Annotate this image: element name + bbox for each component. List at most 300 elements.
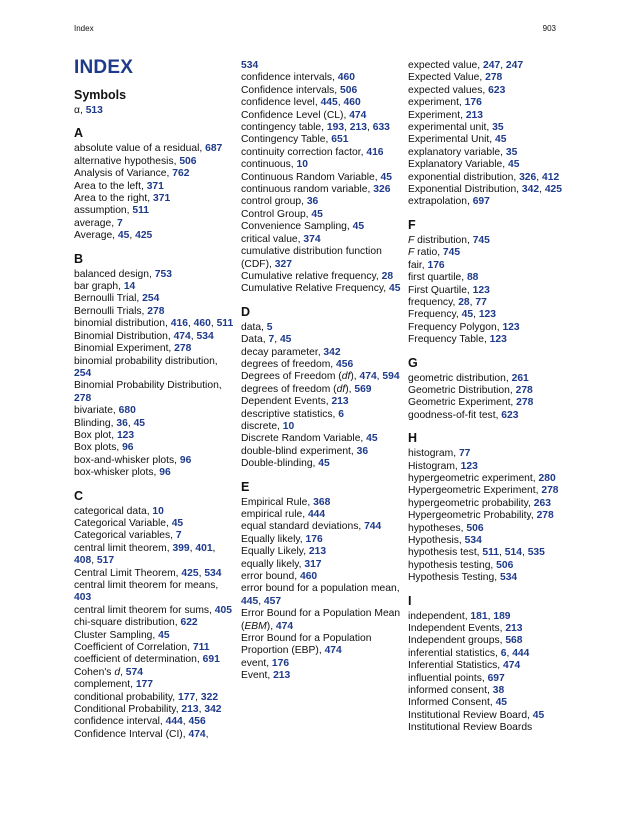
page-link[interactable]: 123 [489, 334, 507, 346]
section-heading: B [74, 251, 84, 266]
index-entry: balanced design, 753 [74, 268, 172, 280]
index-entry: decay parameter, 342 [241, 346, 341, 358]
page-link[interactable]: 474 [173, 330, 191, 342]
index-entry: expected values, 623 [408, 84, 506, 96]
index-entry: Empirical Rule, 368 [241, 496, 331, 508]
index-entry: Hypothesis Testing, 534 [408, 572, 518, 584]
page-link[interactable]: 254 [74, 367, 92, 379]
page-link[interactable]: 213 [505, 623, 523, 635]
page-link[interactable]: 474 [359, 371, 377, 383]
index-section [408, 356, 568, 423]
index-entry: extrapolation, 697 [408, 196, 490, 208]
page-link[interactable]: 6 [338, 408, 345, 420]
index-entry: box-and-whisker plots, 96 [74, 454, 192, 466]
index-section [408, 218, 568, 347]
page-link[interactable]: 687 [205, 143, 223, 155]
page-link[interactable]: 403 [74, 592, 92, 604]
index-entry: F ratio, 745 [408, 247, 461, 259]
index-entry: Expected Value, 278 [408, 72, 503, 84]
index-entry: Experiment, 213 [408, 109, 483, 121]
page-link[interactable]: 456 [336, 358, 354, 370]
page-link[interactable]: 342 [204, 704, 222, 716]
index-entry: error bound for a population mean, 445, 457 [241, 583, 400, 607]
page-link[interactable]: 10 [152, 505, 164, 517]
page-link[interactable]: 45 [495, 697, 508, 709]
index-entry: goodness-of-fit test, 623 [408, 409, 519, 421]
index-entry: Error Bound for a Population Proportion (EBP), 474 [241, 633, 372, 657]
page-link[interactable]: 444 [165, 716, 183, 728]
index-section [408, 594, 568, 735]
page-link[interactable]: 5 [266, 321, 273, 333]
index-entry: hypergeometric experiment, 280 [408, 472, 556, 484]
page-link[interactable]: 123 [472, 284, 490, 296]
section-heading: G [408, 355, 418, 370]
page-link[interactable]: 45 [389, 283, 401, 295]
index-entry: Frequency Table, 123 [408, 334, 507, 346]
index-entry: fair, 176 [408, 259, 445, 271]
index-section [241, 60, 401, 296]
index-entry: α, 513 [74, 105, 103, 116]
index-entry: exponential distribution, 326, 412 [408, 171, 560, 183]
index-entry: Equally Likely, 213 [241, 546, 327, 558]
index-entry: empirical rule, 444 [241, 509, 326, 520]
index-column-3 [408, 60, 568, 735]
page-link[interactable]: 425 [135, 230, 153, 242]
index-section [74, 252, 234, 480]
index-section [74, 489, 234, 742]
index-entry: Institutional Review Board, 45 [408, 709, 545, 721]
page-link[interactable]: 651 [331, 134, 349, 146]
index-entry: Cluster Sampling, 45 [74, 629, 170, 641]
page-link[interactable]: 474 [324, 645, 342, 657]
page-link[interactable]: 594 [382, 371, 400, 383]
page-link[interactable]: 28 [381, 270, 394, 282]
page-link[interactable]: 193 [326, 122, 345, 134]
page-link[interactable]: 744 [364, 521, 382, 533]
index-entry: Convenience Sampling, 45 [241, 221, 365, 233]
page-link[interactable]: 474 [275, 620, 294, 632]
page-link[interactable]: 474 [503, 660, 521, 672]
index-entry: data, 5 [241, 321, 273, 333]
section-heading: C [74, 488, 84, 503]
index-entry: informed consent, 38 [408, 685, 505, 697]
index-entry: Box plot, 123 [74, 429, 135, 441]
index-entry: Data, 7, 45 [241, 334, 292, 346]
page-link[interactable]: 278 [74, 392, 92, 404]
page-link[interactable]: 374 [303, 233, 321, 245]
index-entry: Box plots, 96 [74, 442, 134, 454]
page-link[interactable]: 36 [116, 417, 128, 429]
page-link[interactable]: 10 [282, 420, 295, 432]
index-entry: Event, 213 [241, 670, 291, 682]
page-link[interactable]: 322 [200, 691, 219, 703]
page-link[interactable]: 534 [196, 330, 214, 342]
page-link[interactable]: 278 [516, 397, 534, 409]
index-entry: coefficient of determination, 691 [74, 654, 220, 666]
index-column-1 [74, 88, 234, 741]
index-entry: hypothesis test, 511, 514, 535 [408, 547, 545, 559]
page-link[interactable]: 534 [499, 572, 518, 584]
page-link[interactable]: 177 [177, 691, 196, 703]
index-section [408, 60, 568, 209]
page-link[interactable]: 574 [125, 666, 143, 678]
page-link[interactable]: 7 [116, 217, 123, 229]
page-link[interactable]: 36 [306, 196, 319, 208]
page-link[interactable]: 213 [349, 122, 367, 134]
page-link[interactable]: 278 [541, 485, 559, 497]
page-link[interactable]: 457 [263, 595, 282, 607]
index-entry: degrees of freedom (df), 569 [241, 383, 372, 395]
page-link[interactable]: 622 [180, 617, 198, 629]
index-entry: inferential statistics, 6, 444 [408, 647, 530, 659]
page-link[interactable]: 123 [460, 460, 478, 472]
index-entry: Hypothesis, 534 [408, 535, 482, 546]
section-heading: A [74, 126, 84, 141]
index-entry: continuous random variable, 326 [241, 184, 391, 196]
page-link[interactable]: 213 [273, 670, 291, 682]
page-link[interactable]: 181 [470, 610, 488, 622]
index-entry: central limit theorem for sums, 405 [74, 604, 232, 616]
page-link[interactable]: 7 [175, 530, 182, 542]
index-entry: Independent groups, 568 [408, 635, 523, 647]
index-entry [241, 60, 401, 72]
page-link[interactable]: 38 [492, 685, 505, 697]
page-link[interactable]: 633 [372, 122, 390, 134]
page-link[interactable]: 445 [320, 97, 338, 109]
page-link[interactable]: 45 [117, 230, 130, 242]
page-link[interactable]: 213 [308, 546, 327, 558]
page-link[interactable]: 408 [74, 555, 92, 567]
index-entry: Binomial Experiment, 278 [74, 343, 192, 355]
index-entry: binomial distribution, 416, 460, 511 [74, 318, 234, 330]
index-entry: independent, 181, 189 [408, 610, 511, 622]
page-link[interactable]: 213 [331, 396, 349, 408]
index-entry: Discrete Random Variable, 45 [241, 433, 378, 445]
page-link[interactable]: 317 [304, 558, 322, 570]
index-entry: continuity correction factor, 416 [241, 146, 384, 158]
index-entry: Histogram, 123 [408, 460, 478, 472]
index-entry: Informed Consent, 45 [408, 697, 508, 709]
index-entry: Dependent Events, 213 [241, 396, 349, 408]
index-entry: Degrees of Freedom (df), 474, 594 [241, 371, 400, 383]
page-link[interactable]: 45 [507, 159, 520, 171]
page-link[interactable]: 444 [512, 647, 530, 659]
page-link[interactable]: 45 [366, 433, 378, 445]
page-link[interactable]: 368 [313, 496, 331, 508]
index-entry: Exponential Distribution, 342, 425 [408, 184, 563, 196]
page-link[interactable]: 176 [427, 259, 445, 271]
page-link[interactable]: 342 [521, 184, 540, 196]
section-heading: Symbols [74, 88, 127, 102]
index-entry: control group, 36 [241, 196, 319, 208]
page-link[interactable]: 45 [171, 517, 184, 529]
page-link[interactable]: 88 [466, 272, 479, 284]
index-entry: degrees of freedom, 456 [241, 358, 354, 370]
index-entry: Binomial Distribution, 474, 534 [74, 330, 214, 342]
index-entry: equal standard deviations, 744 [241, 521, 382, 533]
section-heading: I [408, 593, 412, 608]
page-link[interactable]: 534 [204, 567, 222, 579]
index-entry: Hypergeometric Probability, 278 [408, 510, 554, 522]
index-column-2 [241, 60, 401, 683]
page-link[interactable]: 247 [505, 60, 524, 71]
page-link[interactable]: 569 [354, 383, 372, 395]
page-link[interactable]: 176 [271, 657, 290, 669]
page-link[interactable]: 176 [305, 533, 323, 545]
page-link[interactable]: 326 [519, 171, 537, 183]
index-entry: first quartile, 88 [408, 272, 479, 284]
index-entry: experiment, 176 [408, 97, 482, 109]
index-entry: influential points, 697 [408, 672, 505, 684]
index-entry: Central Limit Theorem, 425, 534 [74, 567, 222, 579]
index-entry: average, 7 [74, 217, 123, 229]
page-link[interactable]: 371 [146, 180, 164, 192]
page-link[interactable]: 278 [515, 384, 533, 396]
page-link[interactable]: 36 [356, 445, 369, 457]
index-entry: critical value, 374 [241, 233, 321, 245]
page-link[interactable]: 45 [532, 709, 545, 721]
page-link[interactable]: 45 [158, 629, 170, 641]
page-link[interactable]: 474 [349, 109, 367, 121]
section-heading: H [408, 431, 418, 446]
page-link[interactable]: 35 [505, 146, 518, 158]
index-entry: Double-blinding, 45 [241, 458, 330, 470]
page-link[interactable]: 534 [464, 535, 482, 546]
index-entry: event, 176 [241, 657, 290, 669]
page-link[interactable]: 77 [458, 448, 471, 460]
index-entry: explanatory variable, 35 [408, 146, 518, 158]
page-link[interactable]: 35 [492, 122, 504, 134]
page-link[interactable]: 460 [299, 571, 318, 583]
index-entry: Error Bound for a Population Mean (EBM), 474 [241, 608, 401, 632]
page-link[interactable]: 123 [478, 309, 496, 321]
index-entry: Bernoulli Trials, 278 [74, 305, 165, 317]
section-heading: D [241, 304, 251, 319]
index-entry: Area to the left, 371 [74, 180, 164, 192]
page-link[interactable]: 254 [142, 293, 160, 305]
index-entry: F distribution, 745 [408, 234, 490, 246]
index-entry: Cohen's d, 574 [74, 666, 143, 678]
page-link[interactable]: 45 [461, 309, 474, 321]
page-link[interactable]: 247 [483, 60, 501, 71]
page-link[interactable]: 506 [496, 559, 514, 571]
page-link[interactable]: 511 [482, 547, 500, 559]
index-entry: Bernoulli Trial, 254 [74, 293, 160, 305]
page-link[interactable]: 213 [181, 704, 199, 716]
index-entry: discrete, 10 [241, 420, 295, 432]
page-link[interactable]: 45 [279, 334, 292, 346]
index-entry: experimental unit, 35 [408, 122, 504, 134]
page-link[interactable]: 327 [274, 258, 292, 270]
index-entry: Contingency Table, 651 [241, 134, 349, 146]
page-link[interactable]: 513 [85, 105, 103, 116]
page-link[interactable]: 14 [123, 281, 136, 293]
index-entry: double-blind experiment, 36 [241, 445, 369, 457]
page-link[interactable]: 123 [502, 321, 520, 333]
page-link[interactable]: 263 [533, 497, 551, 509]
index-entry: Coefficient of Correlation, 711 [74, 642, 210, 654]
index-entry: Continuous Random Variable, 45 [241, 171, 392, 183]
page-link[interactable]: 506 [179, 155, 197, 167]
page-link[interactable]: 342 [323, 346, 341, 358]
page-link[interactable]: 623 [488, 84, 506, 96]
index-entry: expected value, 247, 247 [408, 60, 524, 71]
index-entry: Geometric Distribution, 278 [408, 384, 533, 396]
page-link[interactable]: 77 [475, 296, 487, 308]
index-entry: central limit theorem for means, 403 [74, 580, 219, 604]
index-entry: Categorical Variable, 45 [74, 517, 184, 529]
page-link[interactable]: 278 [147, 305, 165, 317]
page-link[interactable]: 753 [154, 268, 172, 280]
index-entry: hypothesis testing, 506 [408, 559, 514, 571]
index-entry: confidence interval, 444, 456 [74, 716, 206, 728]
index-entry: geometric distribution, 261 [408, 372, 529, 384]
page-link[interactable]: 176 [464, 97, 482, 109]
page-link[interactable]: 177 [135, 679, 153, 691]
page-link[interactable]: 535 [527, 547, 545, 559]
page-link[interactable]: 45 [495, 134, 507, 146]
index-entry: bar graph, 14 [74, 281, 136, 293]
index-entry: descriptive statistics, 6 [241, 408, 345, 420]
page-link[interactable]: 697 [472, 196, 490, 208]
page-number: 903 [542, 24, 556, 33]
index-entry: Categorical variables, 7 [74, 530, 182, 542]
page-link[interactable]: 28 [458, 296, 470, 308]
page-link[interactable]: 511 [216, 318, 234, 330]
page-link[interactable]: 691 [202, 654, 220, 666]
running-header-section: Index [74, 24, 94, 33]
index-entry: central limit theorem, 399, 401, 408, 517 [74, 542, 216, 567]
index-section [241, 305, 401, 471]
page-link[interactable]: 45 [318, 458, 330, 470]
page-link[interactable]: 45 [380, 171, 392, 183]
index-entry: frequency, 28, 77 [408, 296, 487, 308]
page-link[interactable]: 189 [493, 610, 511, 622]
page-link[interactable]: 45 [352, 221, 365, 233]
page-link[interactable]: 96 [179, 454, 192, 466]
page-link[interactable]: 511 [132, 205, 150, 217]
page-link[interactable]: 697 [487, 672, 505, 684]
index-entry: Analysis of Variance, 762 [74, 168, 190, 180]
index-entry: binomial probability distribution, 254 [74, 355, 218, 379]
page-link[interactable]: 517 [96, 555, 115, 567]
index-entry: Blinding, 36, 45 [74, 417, 146, 429]
page-link[interactable]: 711 [192, 642, 210, 654]
index-entry: bivariate, 680 [74, 405, 136, 417]
page-link[interactable]: 568 [505, 635, 523, 647]
index-entry: Institutional Review Boards [408, 722, 533, 734]
page-link[interactable]: 534 [241, 60, 259, 71]
index-entry: conditional probability, 177, 322 [74, 691, 219, 703]
page-link[interactable]: 460 [343, 97, 361, 109]
page-link[interactable]: 123 [116, 429, 135, 441]
page-link[interactable]: 445 [241, 595, 259, 607]
index-entry: Hypergeometric Experiment, 278 [408, 485, 559, 497]
page-link[interactable]: 326 [373, 184, 391, 196]
index-entry: Conditional Probability, 213, 342 [74, 704, 222, 716]
page-link[interactable]: 399 [172, 542, 190, 554]
page-link[interactable]: 213 [465, 109, 483, 121]
page-link[interactable]: 96 [122, 442, 134, 454]
index-entry: box-whisker plots, 96 [74, 467, 171, 479]
index-entry: assumption, 511 [74, 205, 150, 217]
page-link[interactable]: 401 [195, 542, 213, 554]
page-link[interactable]: 506 [466, 522, 484, 534]
page-link[interactable]: 460 [193, 318, 211, 330]
page-title: INDEX [74, 57, 134, 78]
index-entry: Confidence Interval (CI), 474, [74, 728, 209, 740]
index-entry: Confidence intervals, 506 [241, 84, 358, 96]
index-entry: confidence level, 445, 460 [241, 97, 361, 109]
page-link[interactable]: 261 [511, 372, 529, 384]
page-link[interactable]: 96 [159, 467, 171, 479]
page-link[interactable]: 474 [188, 728, 206, 740]
index-entry: histogram, 77 [408, 448, 471, 460]
index-entry: error bound, 460 [241, 571, 318, 583]
index-entry: Frequency, 45, 123 [408, 309, 496, 321]
page-link[interactable]: 7 [268, 334, 275, 346]
index-section [74, 88, 234, 117]
page-link[interactable]: 745 [442, 247, 461, 259]
page-link[interactable]: 762 [172, 168, 190, 180]
index-entry: Equally likely, 176 [241, 533, 323, 545]
index-entry: contingency table, 193, 213, 633 [241, 122, 390, 134]
page-link[interactable]: 623 [501, 409, 519, 421]
index-entry: cumulative distribution function (CDF), 327 [241, 246, 382, 270]
index-entry: Binomial Probability Distribution, 278 [74, 380, 222, 404]
index-entry: absolute value of a residual, 687 [74, 143, 223, 155]
page-link[interactable]: 444 [307, 509, 326, 520]
index-entry: First Quartile, 123 [408, 284, 490, 296]
index-entry: chi-square distribution, 622 [74, 617, 198, 629]
page-link[interactable]: 405 [214, 604, 232, 616]
page-link[interactable]: 680 [118, 405, 136, 417]
page-link[interactable]: 45 [133, 417, 146, 429]
page-link[interactable]: 278 [536, 510, 554, 522]
index-entry: Frequency Polygon, 123 [408, 321, 520, 333]
index-entry: Inferential Statistics, 474 [408, 660, 521, 672]
page-link[interactable]: 514 [504, 547, 522, 559]
index-entry: categorical data, 10 [74, 505, 164, 517]
section-heading: F [408, 217, 416, 232]
index-entry: complement, 177 [74, 679, 153, 691]
page-link[interactable]: 745 [472, 234, 490, 246]
page-link[interactable]: 278 [485, 72, 503, 84]
page-link[interactable]: 416 [366, 146, 384, 158]
page-link[interactable]: 6 [500, 647, 507, 659]
section-heading: E [241, 479, 250, 494]
page-link[interactable]: 416 [170, 318, 188, 330]
page-link[interactable]: 280 [538, 472, 556, 484]
page-link[interactable]: 10 [296, 159, 308, 171]
page-link[interactable]: 371 [153, 193, 171, 205]
index-entry: Control Group, 45 [241, 208, 323, 220]
page-link[interactable]: 425 [544, 184, 563, 196]
index-entry: Independent Events, 213 [408, 623, 523, 635]
page-link[interactable]: 425 [181, 567, 199, 579]
index-entry: alternative hypothesis, 506 [74, 155, 197, 167]
page-link[interactable]: 278 [174, 343, 192, 355]
page-link[interactable]: 460 [337, 72, 355, 84]
index-entry: Cumulative Relative Frequency, 45 [241, 283, 401, 295]
page-link[interactable]: 506 [340, 84, 358, 96]
page-link[interactable]: 45 [311, 208, 323, 220]
index-section [241, 480, 401, 683]
page-link[interactable]: 412 [541, 171, 560, 183]
page-link[interactable]: 456 [188, 716, 206, 728]
index-section [74, 126, 234, 242]
index-entry: Area to the right, 371 [74, 193, 171, 205]
